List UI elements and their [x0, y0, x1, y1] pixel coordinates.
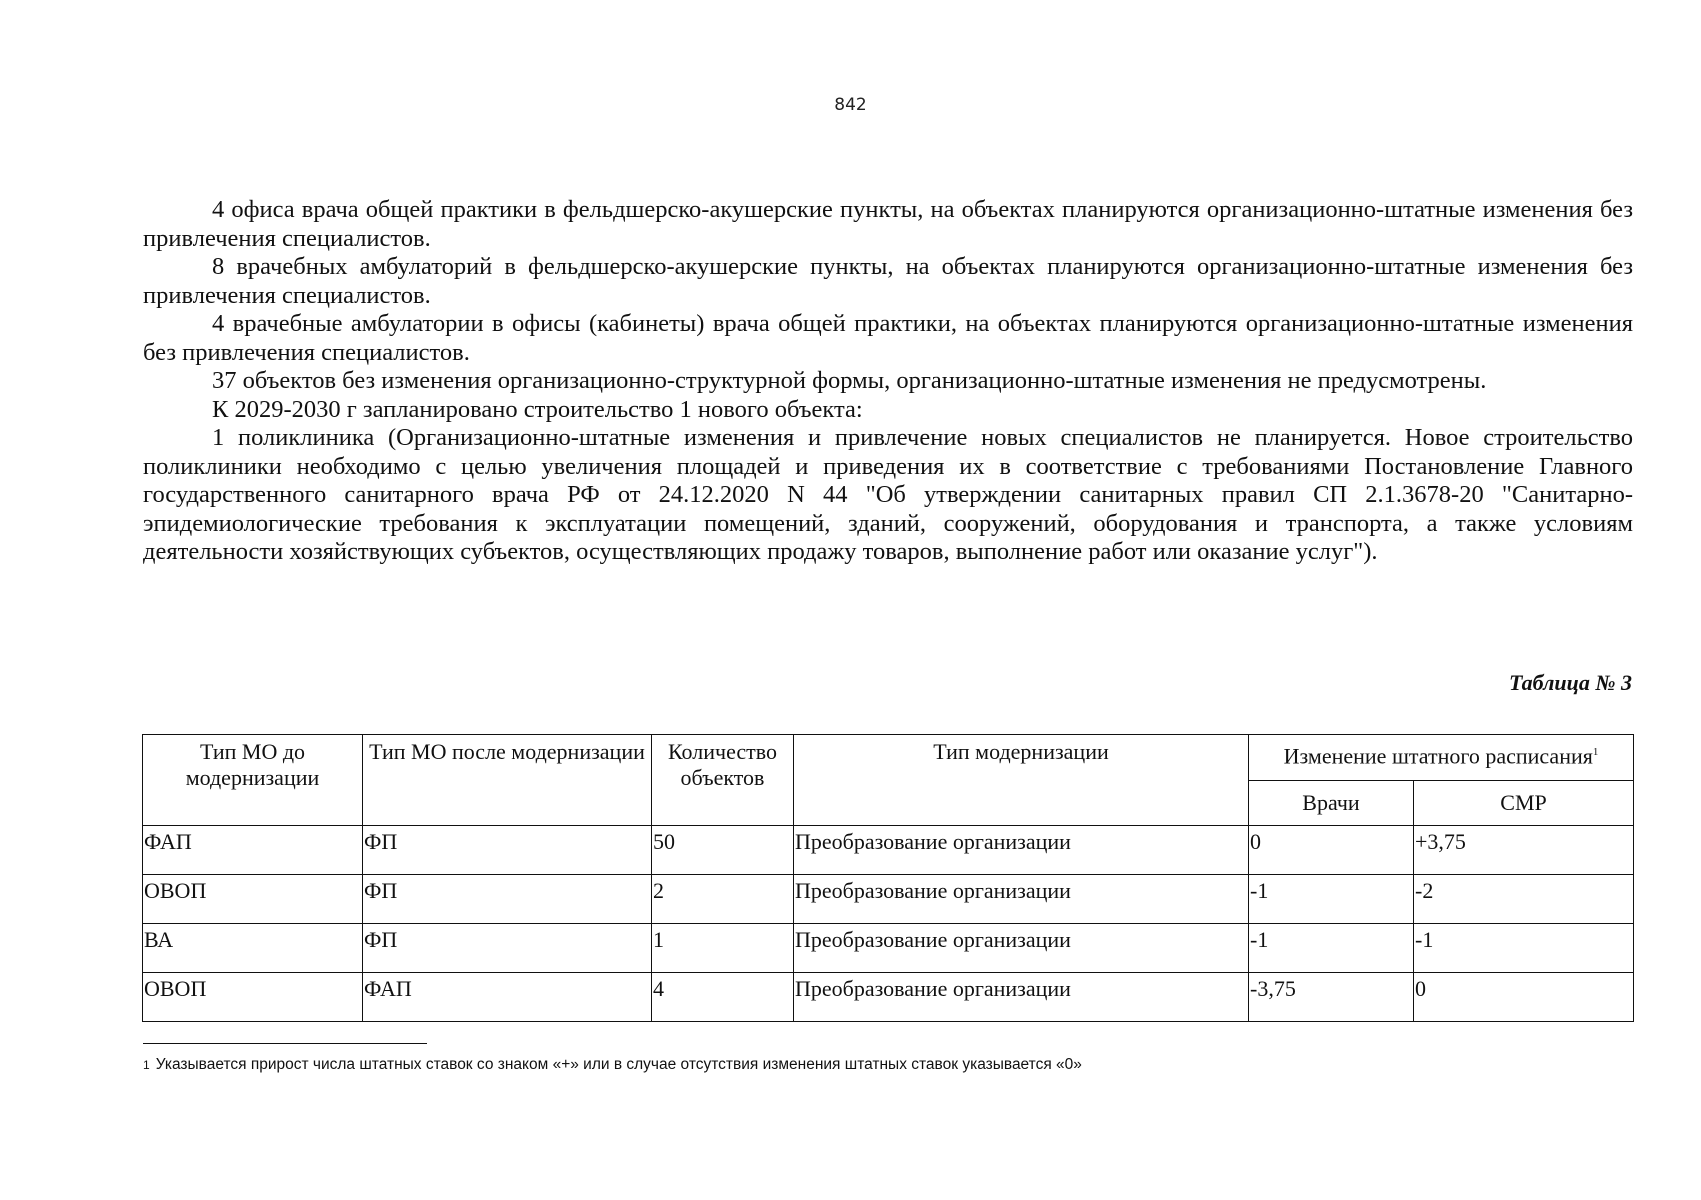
paragraph: К 2029-2030 г запланировано строительство 1 нового объекта: [212, 395, 863, 423]
footnote-reference: 1 [1592, 746, 1599, 758]
cell-modernization: Преобразование организации [794, 875, 1249, 924]
cell-type-before: ФАП [143, 826, 363, 875]
cell-smr: 0 [1414, 973, 1634, 1022]
cell-type-after: ФП [363, 826, 652, 875]
cell-count: 4 [652, 973, 794, 1022]
table-row [143, 875, 1634, 924]
cell-smr: +3,75 [1414, 826, 1634, 875]
cell-count: 1 [652, 924, 794, 973]
table-row [143, 973, 1634, 1022]
cell-doctors: 0 [1249, 826, 1414, 875]
header-staff-change-label: Изменение штатного расписания [1283, 743, 1593, 769]
paragraph: 1 поликлиника (Организационно-штатные изменения и привлечение новых специалистов не планируется. Новое строительство поликлиники необходимо с целью увеличения площадей и приведения их в соответствие с требованиями Постановление Главного государственного санитарного врача РФ от 24.12.2020 N 44 "Об утверждении санитарных правил СП 2.1.3678-20 "Санитарно-эпидемиологические требования к эксплуатации помещений, зданий, сооружений, оборудования и транспорта, а также условиям деятельности хозяйствующих субъектов, осуществляющих продажу товаров, выполнение работ или оказание услуг"). [143, 424, 1633, 565]
paragraph: 4 офиса врача общей практики в фельдшерско-акушерские пункты, на объектах планируются организационно-штатные изменения без привлечения специалистов. [143, 196, 1633, 252]
footnote-text: Указывается прирост числа штатных ставок со знаком «+» или в случае отсутствия изменения штатных ставок указывается «0» [155, 1056, 1082, 1073]
header-doctors: Врачи [1249, 781, 1414, 826]
cell-count: 50 [652, 826, 794, 875]
header-type-after: Тип МО после модернизации [363, 735, 652, 826]
table-header-row [143, 735, 1634, 781]
cell-smr: -1 [1414, 924, 1634, 973]
paragraph: 8 врачебных амбулаторий в фельдшерско-акушерские пункты, на объектах планируются организационно-штатные изменения без привлечения специалистов. [143, 253, 1633, 309]
table-row [143, 924, 1634, 973]
footnote-marker: 1 [143, 1058, 150, 1072]
cell-doctors: -1 [1249, 875, 1414, 924]
header-smr: СМР [1414, 781, 1634, 826]
page-number: 842 [834, 95, 867, 115]
cell-modernization: Преобразование организации [794, 924, 1249, 973]
cell-doctors: -3,75 [1249, 973, 1414, 1022]
footnote-divider [143, 1043, 427, 1044]
table-caption: Таблица № 3 [1509, 670, 1632, 695]
modernization-table [142, 734, 1634, 1022]
header-modernization-type: Тип модернизации [794, 735, 1249, 826]
paragraph: 4 врачебные амбулатории в офисы (кабинеты) врача общей практики, на объектах планируются организационно-штатные изменения без привлечения специалистов. [143, 310, 1633, 366]
header-staff-change [1249, 735, 1634, 781]
cell-type-after: ФП [363, 924, 652, 973]
cell-type-after: ФП [363, 875, 652, 924]
footnote [143, 1056, 1082, 1074]
cell-type-before: ОВОП [143, 875, 363, 924]
cell-smr: -2 [1414, 875, 1634, 924]
cell-type-before: ОВОП [143, 973, 363, 1022]
cell-type-after: ФАП [363, 973, 652, 1022]
body-text [143, 196, 1633, 567]
cell-doctors: -1 [1249, 924, 1414, 973]
header-type-before: Тип МО до модернизации [143, 735, 363, 826]
paragraph: 37 объектов без изменения организационно-структурной формы, организационно-штатные изменения не предусмотрены. [212, 367, 1487, 394]
cell-count: 2 [652, 875, 794, 924]
table-row [143, 826, 1634, 875]
header-count: Количество объектов [652, 735, 794, 826]
cell-type-before: ВА [143, 924, 363, 973]
cell-modernization: Преобразование организации [794, 826, 1249, 875]
cell-modernization: Преобразование организации [794, 973, 1249, 1022]
